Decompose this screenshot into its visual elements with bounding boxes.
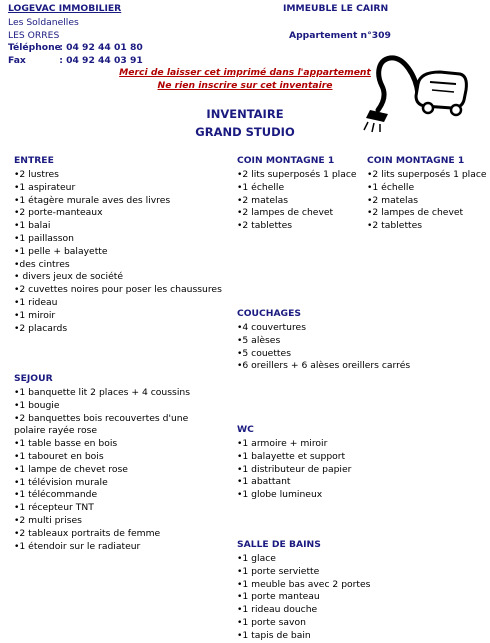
list-item: •5 alèses [237,334,281,346]
list-item: •1 balai [14,220,51,232]
section-entree [14,155,222,335]
list-item: •2 porte-manteaux [14,207,103,219]
notice-line-1: Merci de laisser cet imprimé dans l'appartement [119,67,371,78]
vacuum-cleaner-icon [360,54,470,134]
list-item: •2 tablettes [237,220,293,232]
list-item: •1 porte savon [237,616,306,628]
list-item: •2 lampes de chevet [367,207,464,219]
section-couchages [237,308,410,373]
list-item: •2 placards [14,322,68,334]
item-list [14,169,222,335]
list-item: •1 paillasson [14,232,74,244]
list-item: •2 banquettes bois recouvertes d'une polaire rayée rose [14,412,189,437]
section-heading: WC [237,424,254,435]
apartment-number: Appartement n°309 [289,30,391,41]
agency-name: LOGEVAC IMMOBILIER [8,3,122,14]
agency-address-line-2: LES ORRES [8,30,60,41]
list-item: •2 tableaux portraits de femme [14,527,161,539]
list-item: •2 cuvettes noires pour poser les chaussures [14,284,222,296]
list-item: •1 distributeur de papier [237,463,352,475]
phone-label: Téléphone [8,42,61,53]
list-item: •des cintres [14,258,70,270]
list-item: •1 pelle + balayette [14,245,108,257]
item-list [237,438,351,502]
list-item: •2 matelas [367,194,418,206]
agency-phone-row [8,41,143,54]
item-list [237,553,370,643]
list-item: •1 meuble bas avec 2 portes [237,578,371,590]
list-item: •1 banquette lit 2 places + 4 coussins [14,387,190,398]
item-list [237,169,357,233]
fax-number: : 04 92 44 03 91 [59,55,143,66]
list-item: •1 abattant [237,476,291,488]
list-item: •2 tablettes [367,220,423,232]
list-item: •1 tabouret en bois [14,450,104,462]
list-item: •2 lustres [14,169,59,180]
section-wc [237,424,351,502]
list-item: •1 télécommande [14,489,98,501]
list-item: •1 miroir [14,309,56,321]
list-item: •1 étagère murale aves des livres [14,194,171,206]
list-item: •1 porte manteau [237,591,320,603]
item-list [14,387,214,553]
list-item: •6 oreillers + 6 alèses oreillers carrés [237,360,411,372]
list-item: •5 couettes [237,347,291,359]
section-heading: COIN MONTAGNE 1 [237,155,335,166]
list-item: •1 échelle [367,181,415,193]
agency-fax-row [8,54,143,67]
list-item: •1 porte serviette [237,565,320,577]
list-item: •1 globe lumineux [237,489,323,501]
item-list [237,322,410,373]
section-heading: SEJOUR [14,373,53,384]
list-item: •4 couvertures [237,322,306,333]
section-coin-montagne-a [237,155,357,233]
list-item: •2 lits superposés 1 place [367,169,487,180]
agency-address-line-1: Les Soldanelles [8,17,79,28]
section-heading: COIN MONTAGNE 1 [367,155,465,166]
list-item: •1 table basse en bois [14,438,118,450]
section-sejour [14,373,214,553]
fax-label: Fax [8,55,26,66]
inventory-subtitle: GRAND STUDIO [195,125,295,139]
section-heading: COUCHAGES [237,308,301,319]
list-item: •1 balayette et support [237,450,346,462]
phone-number: : 04 92 44 01 80 [59,42,143,53]
list-item: •2 lampes de chevet [237,207,334,219]
section-salle-de-bains [237,539,370,643]
list-item: •1 rideau [14,296,58,308]
list-item: •1 glace [237,553,276,564]
section-heading: SALLE DE BAINS [237,539,321,550]
list-item: •1 tapis de bain [237,629,311,641]
list-item: •1 rideau douche [237,604,318,616]
section-heading: ENTREE [14,155,54,166]
list-item: • divers jeux de société [14,271,124,283]
section-coin-montagne-b [367,155,487,233]
list-item: •1 récepteur TNT [14,502,94,514]
list-item: •1 télévision murale [14,476,108,488]
building-name: IMMEUBLE LE CAIRN [283,3,389,14]
item-list [367,169,487,233]
list-item: •1 armoire + miroir [237,438,328,449]
list-item: •1 lampe de chevet rose [14,463,128,475]
list-item: •1 échelle [237,181,285,193]
list-item: •1 bougie [14,399,60,411]
list-item: •1 étendoir sur le radiateur [14,540,141,552]
notice-line-2: Ne rien inscrire sur cet inventaire [157,80,333,91]
list-item: •2 matelas [237,194,288,206]
list-item: •2 lits superposés 1 place [237,169,357,180]
list-item: •2 multi prises [14,514,82,526]
list-item: •1 aspirateur [14,181,76,193]
inventory-title: INVENTAIRE [206,107,284,121]
